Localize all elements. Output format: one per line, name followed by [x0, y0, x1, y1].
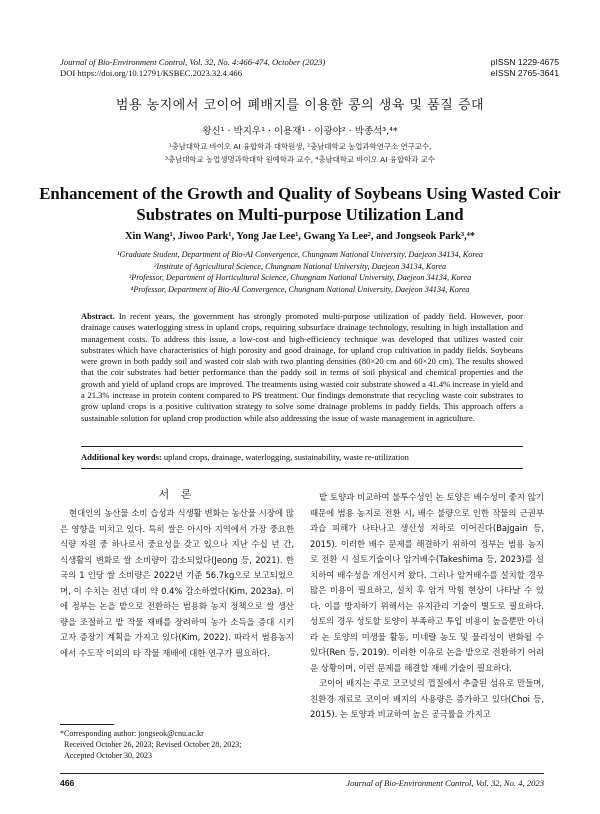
footer-journal: Journal of Bio-Environment Control, Vol. 32, No. 4, 2023 — [346, 778, 544, 788]
abstract — [81, 311, 523, 424]
keywords-divider — [81, 468, 523, 469]
english-title-line-1: Enhancement of the Growth and Quality of Soybeans Using Wasted Coir — [39, 184, 561, 203]
footer-divider — [60, 773, 544, 774]
english-authors: Xin Wang¹, Jiwoo Park¹, Yong Jae Lee¹, Gwang Ya Lee², and Jongseok Park³,⁴* — [125, 231, 475, 242]
corresponding-author: *Corresponding author: jongseok@cnu.ac.kr — [60, 729, 204, 738]
korean-authors: 왕신¹ · 박지우¹ · 이용재¹ · 이광야² · 박종석³,⁴* — [202, 126, 398, 137]
abstract-label: Abstract. — [81, 311, 115, 321]
pissn: pISSN 1229-4675 — [490, 57, 559, 67]
english-affiliation-2: ²Institute of Agricultural Science, Chungnam National University, Daejeon 34134, Korea — [153, 261, 447, 271]
accepted-date: Accepted October 30, 2023 — [64, 751, 152, 760]
issn-block — [491, 57, 559, 79]
abstract-divider — [81, 446, 523, 447]
korean-affiliation-2: ³충남대학교 농업생명과학대학 원예학과 교수, ⁴충남대학교 바이오 AI 융합학과 교수 — [165, 155, 435, 164]
english-affiliations — [0, 249, 600, 295]
left-column — [60, 506, 294, 661]
section-heading: 서 론 — [158, 488, 196, 501]
keywords-text: upland crops, drainage, waterlogging, sustainability, waste re-utilization — [163, 452, 409, 462]
korean-title: 범용 농지에서 코이어 폐배지를 이용한 콩의 생육 및 품질 증대 — [115, 98, 485, 113]
english-affiliation-3: ³Professor, Department of Horticultural Science, Chungnam National University, Daejeon 34134, Korea — [128, 273, 472, 282]
korean-affiliation-1: ¹충남대학교 바이오 AI 융합학과 대학원생, ²충남대학교 농업과학연구소 연구교수, — [168, 142, 432, 151]
keywords — [81, 452, 523, 462]
doi-line[interactable]: DOI https://doi.org/10.12791/KSBEC.2023.32.4.466 — [60, 68, 242, 78]
english-title — [0, 183, 600, 225]
footnote-divider — [60, 724, 114, 725]
received-date: Received October 26, 2023; Revised October 28, 2023; — [64, 740, 242, 749]
english-affiliation-4: ⁴Professor, Department of Bio-AI Convergence, Chungnam National University, Daejeon 34134, Korea — [130, 284, 470, 294]
journal-citation — [60, 57, 325, 79]
journal-line: Journal of Bio-Environment Control, Vol. 32, No. 4:466-474, October (2023) — [60, 57, 326, 67]
paragraph: 밭 토양과 비교하여 불투수성인 논 토양은 배수성이 좋지 않기 때문에 범용 농지로 전환 시, 배수 불량으로 인한 작물의 근권부 과습 피해가 나타나고 생산성 저하로 이어진다(Bajgain 등, 2015). 이러한 배수 문제를 해결하기 위하여 정부는 범용 농지로 전환 시 설토기술이나 암거배수(Takeshima 등, 2023)를 설치하여 배수성을 개선시켜 왔다. 그러나 암거배수를 설치할 경우 많은 비용이 필요하고, 설치 후 암거 막힘 현상이 나타날 수 있다. 이를 방지하기 위해서는 유지관리 기술이 별도로 필요하다. 성토의 경우 성토할 토양이 부족하고 투입 비용이 높을뿐만 아니라 논 토양의 미생물 활동, 미네랄 농도 및 물리성이 변화될 수 있다(Ren 등, 2019). 이러한 이유로 논을 밭으로 전환하기 어려운 상황이며, 이런 문제를 해결할 재배 기술이 필요하다. — [310, 492, 544, 673]
english-affiliation-1: ¹Graduate Student, Department of Bio-AI Convergence, Chungnam National University, Daejeon 34134, Korea — [117, 250, 483, 259]
paragraph: 코이어 배지는 주로 코코넛의 껍질에서 추출된 섬유로 만들며, 친환경 재료로 코이어 배지의 사용량은 증가하고 있다(Choi 등, 2015). 논 토양과 비교하여 높은 공극률을 가지고 — [310, 678, 544, 719]
right-column — [310, 490, 544, 723]
page-number: 466 — [60, 778, 75, 788]
english-title-line-2: Substrates on Multi-purpose Utilization Land — [136, 205, 464, 224]
eissn: eISSN 2765-3641 — [490, 68, 559, 78]
abstract-text: In recent years, the government has strongly promoted multi-purpose utilization of paddy field. However, poor drainage causes waterlogging stress in upland crops, requiring subsurface drainage technology, resulting in high installation and management costs. To address this issue, a low-cost and high-efficiency technique was developed that utilizes wasted coir substrates which have characteristics of high porosity and good drainage, for upland crop cultivation in paddy fields. Soybeans were grown in both paddy soil and wasted coir slab with two planting densities (80×20 cm and 60×20 cm). The results showed that the coir substrates had better performance than the paddy soil in terms of soil physical and chemical properties and the growth and yield of upland crops are improved. The treatments using wasted coir substrate showed a 41.4% increase in yield and a 21.3% increase in protein content compared to PS treatment. Our findings demonstrate that recycling waste coir substrates to grow upland crops is a positive cultivation strategy to solve some drainage problems in paddy fields. This approach offers a sustainable solution for upland crop production while also addressing the issue of waste management in agriculture. — [81, 311, 523, 423]
footnote — [60, 728, 300, 761]
paragraph: 현대인의 농산물 소비 습성과 식생활 변화는 농산물 시장에 많은 영향을 미치고 있다. 특히 쌀은 아시아 지역에서 가장 중요한 식량 자원 중 하나로서 중요성을 갖고 있으나 지난 수십 년 간, 식생활의 변화로 쌀 소비량이 감소되었다(Jeong 등, 2021). 한국의 1 인당 쌀 소비량은 2022년 기준 56.7kg으로 보고되었으며, 이 수치는 전년 대비 약 0.4% 감소하였다(Kim, 2023a). 이에 정부는 논을 밭으로 전환하는 범용화 농지 정책으로 쌀 생산량을 조절하고 밭 작물 재배를 장려하여 농가 소득을 증대 시키고자 증장기 계획을 가지고 있다(Kim, 2022). 따라서 범용농지에서 수도작 이외의 타 작물 재배에 대한 연구가 필요하다. — [60, 508, 294, 658]
keywords-label: Additional key words: — [81, 452, 162, 462]
